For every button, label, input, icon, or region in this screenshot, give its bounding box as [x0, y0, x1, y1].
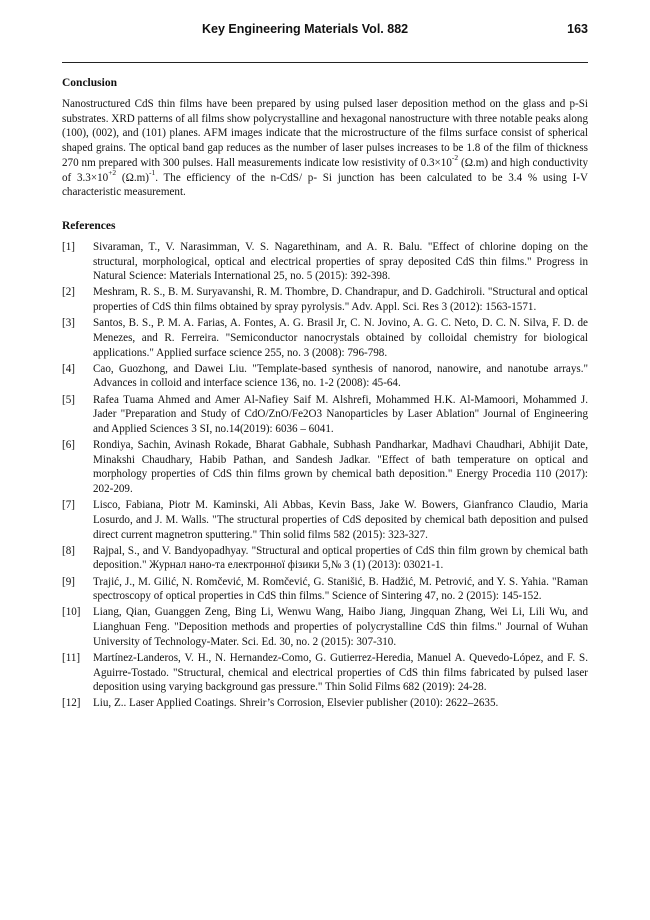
reference-text: Meshram, R. S., B. M. Suryavanshi, R. M. Thombre, D. Chandrapur, and D. Gadchiroli. "Structural and optical properties of CdS thin films obtained by spray pyrolysis." Adv. Appl. Sci. Res 3 (2012): 1563-1571.: [93, 286, 588, 314]
header-rule: [62, 62, 588, 63]
conductivity-exponent: +2: [108, 167, 117, 177]
reference-number: [11]: [62, 651, 81, 664]
reference-number: [5]: [62, 393, 75, 406]
reference-item: [62, 240, 588, 284]
references-heading: References: [62, 219, 116, 232]
reference-number: [10]: [62, 606, 81, 619]
reference-item: [62, 438, 588, 497]
reference-number: [7]: [62, 499, 75, 512]
reference-text: Trajić, J., M. Gilić, N. Romčević, M. Romčević, G. Stanišić, B. Hadžić, M. Petrović, and Y. S. Yahia. "Raman spectroscopy of optical properties in CdS thin films." Science of Sintering 47, no. 2 (2015): 145-152.: [93, 575, 588, 603]
reference-item: [62, 575, 588, 604]
reference-number: [3]: [62, 317, 75, 330]
conclusion-text-4: . The efficiency of the n-CdS/ p- Si junction has been calculated to be 3.4 % using I-V characteristic measurement.: [62, 171, 588, 199]
running-header: [62, 22, 588, 42]
reference-text: Liu, Z.. Laser Applied Coatings. Shreir’s Corrosion, Elsevier publisher (2010): 2622–2635.: [93, 697, 499, 710]
conclusion-heading: Conclusion: [62, 77, 117, 89]
reference-item: [62, 362, 588, 391]
reference-text: Rafea Tuama Ahmed and Amer Al-Nafiey Saif M. Alshrefi, Mohammed H.K. Al-Mamoori, Mohammed J. Jader "Preparation and Study of CdO/ZnO/Fe2O3 Nanoparticles by Laser Ablation" Journal of Engineering and Applied Sciences 3 SI, no.14(2019): 6036 – 6041.: [93, 393, 588, 435]
conclusion-text-1: Nanostructured CdS thin films have been prepared by using pulsed laser deposition method on the glass and p-Si substrates. XRD patterns of all films show polycrystalline and hexagonal nanostructure with three notable peaks along (100), (002), and (101) planes. AFM images indicate that the microstructure of the films surface consist of spherical shaped grains. The optical band gap reduces as the number of laser pulses increases to be 1.8 of the film of thickness 270 nm prepared with 300 pulses. Hall measurements indicate low resistivity of 0.3×10: [62, 98, 588, 169]
references-section: [62, 219, 588, 711]
page-number: 163: [567, 22, 588, 36]
reference-item: [62, 498, 588, 542]
reference-number: [2]: [62, 286, 75, 299]
reference-number: [9]: [62, 575, 75, 588]
main-content: [62, 76, 588, 712]
reference-item: [62, 696, 588, 711]
reference-text: Cao, Guozhong, and Dawei Liu. "Template-based synthesis of nanorod, nanowire, and nanotube arrays." Advances in colloid and interface science 136, no. 1-2 (2008): 45-64.: [93, 362, 588, 390]
reference-item: [62, 651, 588, 695]
unit-exponent: -1: [148, 167, 156, 177]
reference-item: [62, 544, 588, 573]
reference-text: Liang, Qian, Guanggen Zeng, Bing Li, Wenwu Wang, Haibo Jiang, Jingquan Zhang, Wei Li, Lili Wu, and Lianghuan Feng. "Deposition methods and properties of polycrystalline CdS thin films." Journal of Wuhan University of Technology-Mater. Sci. Ed. 30, no. 2 (2015): 307-310.: [93, 606, 588, 648]
reference-list: [62, 240, 588, 711]
reference-text: Lisco, Fabiana, Piotr M. Kaminski, Ali Abbas, Kevin Bass, Jake W. Bowers, Gianfranco Claudio, Maria Losurdo, and J. M. Walls. "The structural properties of CdS deposited by chemical bath deposition and pulsed direct current magnetron sputtering." Thin solid films 582 (2015): 323-327.: [93, 499, 588, 541]
resistivity-exponent: -2: [451, 153, 459, 163]
conclusion-section: [62, 76, 588, 200]
reference-text: Martínez-Landeros, V. H., N. Hernandez-Como, G. Gutierrez-Heredia, Manuel A. Quevedo-López, and F. S. Aguirre-Tostado. "Structural, chemical and electrical properties of CdS thin films fabricated by pulsed laser deposition using varying background gas pressure." Thin Solid Films 682 (2019): 24-28.: [93, 651, 588, 694]
reference-text: Santos, B. S., P. M. A. Farias, A. Fontes, A. G. Brasil Jr, C. N. Jovino, A. G. C. Neto, D. C. N. Silva, F. D. de Menezes, and R. Ferreira. "Semiconductor nanocrystals obtained by colloidal chemistry for biological applications." Applied surface science 255, no. 3 (2008): 796-798.: [93, 317, 588, 359]
reference-item: [62, 393, 588, 437]
reference-number: [8]: [62, 544, 75, 557]
reference-item: [62, 316, 588, 360]
reference-number: [4]: [62, 362, 75, 375]
conclusion-text-3: (Ω.m): [116, 171, 149, 184]
conclusion-paragraph: [62, 97, 588, 200]
reference-item: [62, 285, 588, 314]
reference-text: Sivaraman, T., V. Narasimman, V. S. Nagarethinam, and A. R. Balu. "Effect of chlorine doping on the structural, morphological, optical and electrical properties of spray deposited CdS thin films." Progress in Natural Science: Materials International 25, no. 5 (2015): 392-398.: [93, 240, 588, 283]
reference-number: [6]: [62, 439, 75, 452]
reference-number: [1]: [62, 240, 75, 253]
reference-item: [62, 605, 588, 649]
reference-text: Rondiya, Sachin, Avinash Rokade, Bharat Gabhale, Subhash Pandharkar, Madhavi Chaudhari, Abhijit Date, Minakshi Chaudhary, Habib Pathan, and Sandesh Jadkar. "Effect of bath temperature on optical and morphology properties of CdS thin films grown by chemical bath deposition." Energy Procedia 110 (2017): 202-209.: [93, 439, 588, 496]
journal-title: Key Engineering Materials Vol. 882: [202, 22, 409, 36]
reference-number: [12]: [62, 697, 81, 710]
conclusion-text-2: (Ω.m) and high conductivity of 3.3×10: [62, 156, 588, 184]
reference-text: Rajpal, S., and V. Bandyopadhyay. "Structural and optical properties of CdS thin film grown by chemical bath deposition." Журнал нано-та електронної фізики 5,№ 3 (1) (2013): 03021-1.: [93, 544, 588, 572]
